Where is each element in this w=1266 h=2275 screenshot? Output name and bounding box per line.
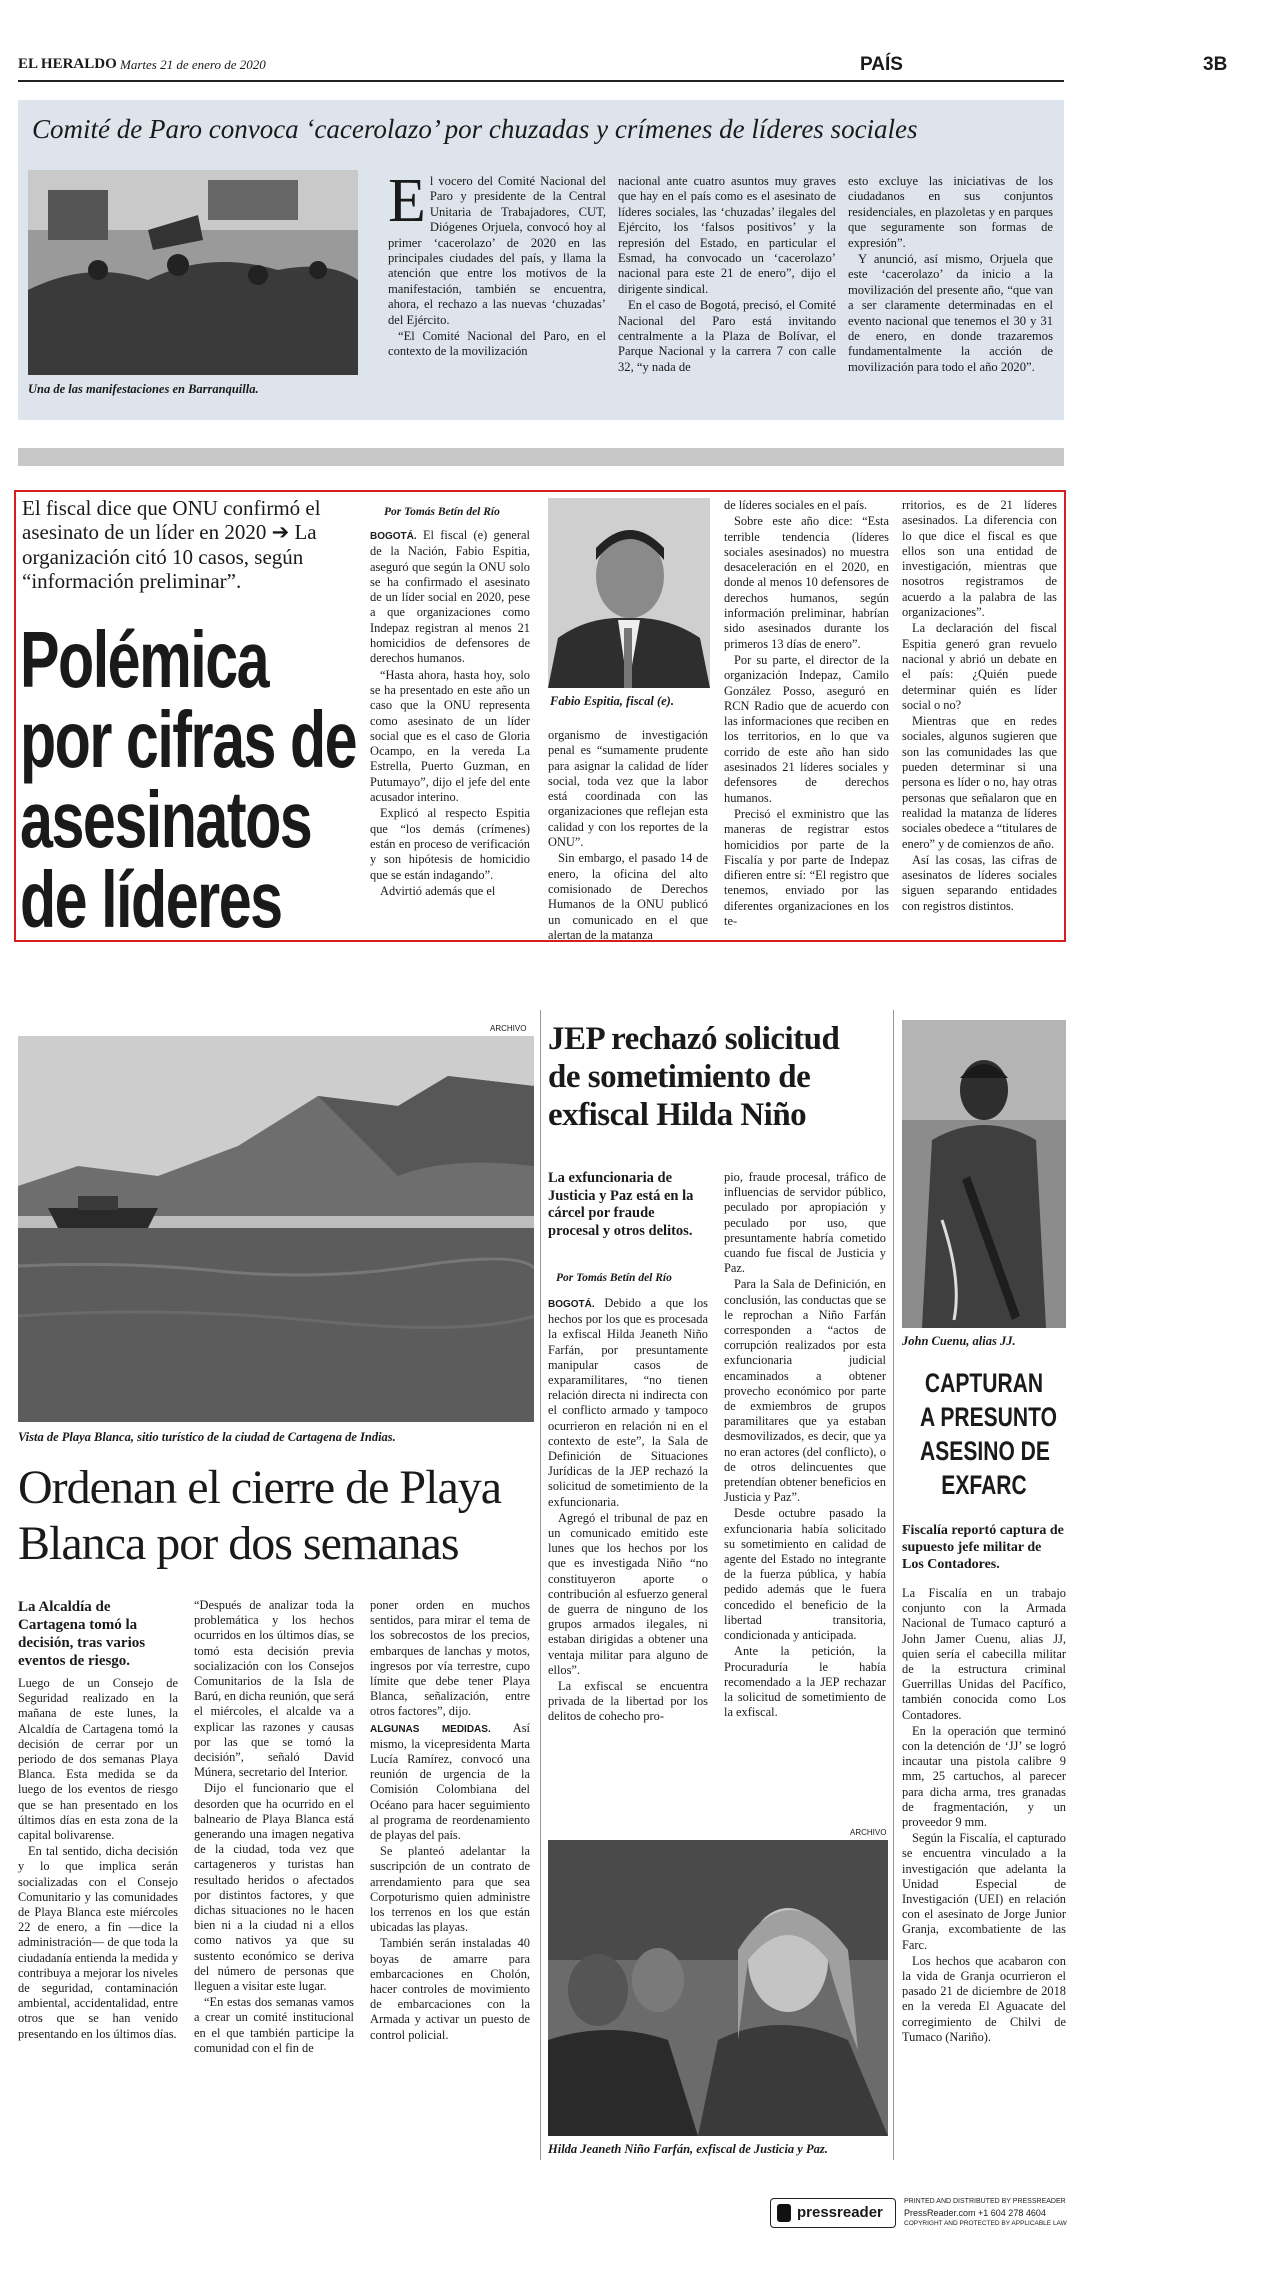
- jj-photo: [902, 1020, 1066, 1328]
- paragraph: Sobre este año dice: “Esta terrible tendencia (líderes sociales asesinados) no muestra desaceleración en el 2020, en donde al menos 10 defensores de derechos humanos, según información preliminar, habrían sido asesinados durante los primeros 13 días de enero”.: [724, 514, 889, 651]
- paragraph: organismo de investigación penal es “sumamente prudente para asignar la calidad de líder social, toda vez que la labor está coordinada con las organizaciones que reflejan esta calidad y con los reportes de la ONU”.: [548, 728, 708, 850]
- article-cacerolazo: [18, 100, 1064, 420]
- article-polemica: [14, 490, 1066, 942]
- headline-line: EXFARC: [941, 1470, 1027, 1500]
- protest-caption: Una de las manifestaciones en Barranquilla.: [28, 382, 259, 396]
- pressreader-brand: pressreader: [797, 2204, 883, 2221]
- art3-col-1: [18, 1676, 178, 2043]
- headline-line: Ordenan el cierre de Playa: [18, 1461, 502, 1514]
- paragraph: En la operación que terminó con la detención de ‘JJ’ se logró incautar una pistola calibre 9 mm, 25 cartuchos, al parecer para dicha arma, tres granadas de fragmentación, y un proveedor 9 mm.: [902, 1723, 1066, 1830]
- headline-line: de sometimiento de: [548, 1059, 811, 1095]
- playa-photo: [18, 1036, 534, 1422]
- hilda-image: [548, 1840, 888, 2136]
- art1-col-1: [388, 167, 606, 361]
- dateline: BOGOTÁ.: [548, 1299, 595, 1310]
- paragraph: Dijo el funcionario que el desorden que ha ocurrido en el balneario de Playa Blanca está generando una imagen negativa de la ciudad, toda vez que cartageneros y turistas han resultado heridos o afectados por distintos factores, y que dichas situaciones no le hacen bien ni a la ciudad ni a ellos como nativos ya que su sustento económico se deriva del número de personas que lleguen a visitar este lugar.: [194, 1781, 354, 1994]
- fiscal-caption: Fabio Espitia, fiscal (e).: [550, 694, 674, 708]
- headline: [18, 1460, 558, 1572]
- headline-line: exfiscal Hilda Niño: [548, 1097, 807, 1133]
- paragraph: El fiscal (e) general de la Nación, Fabio Espitia, aseguró que según la ONU solo se ha confirmado el asesinato de un líder social en 2020, pese a que organizaciones como Indepaz registran al menos 21 homicidios de defensores de derechos humanos.: [370, 528, 530, 666]
- paragraph: Sin embargo, el pasado 14 de enero, la oficina del alto comisionado de Derechos Humanos de la ONU publicó un comunicado en el que alertan de la matanza: [548, 851, 708, 942]
- art2-col-1: [370, 528, 530, 900]
- pressreader-p-icon: [777, 2204, 791, 2222]
- hilda-photo: [548, 1840, 888, 2136]
- photo-credit: ARCHIVO: [850, 1828, 887, 1837]
- header-date: Martes 21 de enero de 2020: [120, 57, 266, 72]
- paragraph: Agregó el tribunal de paz en un comunicado emitido este lunes que los hechos por los que es investigada Niño “no constituyeron aporte o contribución al esfuerzo general de guerra de ninguno de los grupos armados ilegales, ni estaban dirigidas a obtener una ventaja militar para alguno de ellos”.: [548, 1510, 708, 1677]
- pressreader-footer: [770, 2196, 1066, 2230]
- paragraph: Advirtió además que el: [380, 883, 496, 898]
- article-jep: [548, 1020, 888, 2180]
- dropcap: E: [388, 167, 426, 235]
- paragraph: Se planteó adelantar la suscripción de un contrato de arrendamiento para que sea Corpoturismo quien administre los terrenos en los que están ubicadas las playas.: [370, 1844, 530, 1935]
- art2-col-3: [724, 498, 889, 930]
- paragraph: Ante la petición, la Procuraduría le había recomendado a la JEP rechazar la solicitud de sometimiento de la exfiscal.: [724, 1644, 886, 1720]
- header-rule: [18, 80, 1064, 82]
- page-number: 3B: [1203, 54, 1228, 75]
- footer-line-1: PRINTED AND DISTRIBUTED BY PRESSREADER: [904, 2198, 1066, 2205]
- article-title: Comité de Paro convoca ‘cacerolazo’ por chuzadas y crímenes de líderes sociales: [32, 114, 918, 144]
- fiscal-photo: [548, 498, 710, 688]
- headline-line: ASESINO DE: [920, 1436, 1050, 1466]
- paragraph: poner orden en muchos sentidos, para mirar el tema de los sobrecostos de los precios, embarques de lanchas y motos, ingresos por vía terrestre, cupo límite que debe tener Playa Blanca, señalización, entre otros factores”, dijo.: [370, 1598, 530, 1719]
- kicker: [22, 496, 362, 593]
- paragraph: La declaración del fiscal Espitia generó gran revuelo nacional y abrió un debate en el país: ¿Quién puede determinar quién es líder social o no?: [902, 621, 1057, 712]
- protest-photo: [28, 170, 358, 375]
- subhead: ALGUNAS MEDIDAS.: [370, 1723, 491, 1735]
- byline: Por Tomás Betín del Río: [556, 1272, 672, 1284]
- paragraph: “Después de analizar toda la problemática y los hechos ocurridos en los últimos días, se tomó esta decisión previa socialización con los Consejos Comunitarios de la Isla de Barú, en dicha reunión, que será el miércoles, el alcalde va a explicar las razones y causas por las que se tomó la decisión”, señaló David Múnera, secretario del Interior.: [194, 1598, 354, 1780]
- paragraph: Según la Fiscalía, el capturado se encuentra vinculado a la investigación que adelanta la Unidad Especial de Investigación (UEI) en relación con el asesinato de Jorge Junior Granja, excombatiente de las Farc.: [902, 1831, 1066, 1952]
- paragraph: Los hechos que acabaron con la vida de Granja ocurrieron el pasado 21 de diciembre de 2018 en la vereda El Aguacate del corregimiento de Chilvi de Tumaco (Nariño).: [902, 1953, 1066, 2044]
- art2-col-4: [902, 498, 1057, 915]
- headline-line: CAPTURAN: [924, 1368, 1044, 1398]
- masthead: [18, 56, 1248, 80]
- separator-bar: [18, 448, 1064, 466]
- lead: La Alcaldía de Cartagena tomó la decisión, tras varios eventos de riesgo.: [18, 1599, 146, 1669]
- paragraph: Y anunció, así mismo, Orjuela que este ‘cacerolazo’ da inicio a la movilización del presente año, “que van a ser claramente determinadas en el evento nacional que tenemos el 30 y 31 de enero, en donde trazaremos fundamentalmente la acción de movilización para todo el año 2020”.: [848, 252, 1053, 374]
- paragraph: l vocero del Comité Nacional del Paro y presidente de la Central Unitaria de Trabajadores, CUT, Diógenes Orjuela, convocó hoy al primer ‘cacerolazo’ de 2020 en las principales ciudades del país, y llama la atención que entre los motivos de la manifestación, también se encuentra, ahora, el rechazo a las nuevas ‘chuzadas’ del Ejército.: [388, 174, 606, 327]
- kicker-text: El fiscal dice que ONU confirmó el asesinato de un líder en 2020: [22, 496, 321, 544]
- arrow-icon: ➔: [271, 521, 290, 544]
- kicker-sub: La organización citó 10 casos, según “información preliminar”.: [22, 520, 317, 593]
- column-rule: [540, 1010, 541, 2160]
- paragraph: Mientras que en redes sociales, algunos sugieren que son las comunidades las que pueden determinar si una persona es líder o no, hay otras personas que señalaron que en realidad la matanza de líderes sociales obedece a “titulares de enero” y de comienzos de año.: [902, 714, 1057, 851]
- paragraph: En el caso de Bogotá, precisó, el Comité Nacional del Paro está invitando centralmente a la Plaza de Bolívar, el Parque Nacional y la carrera 7 con calle 32, “y nada de: [618, 298, 836, 374]
- pressreader-logo: [770, 2198, 896, 2228]
- paragraph: de líderes sociales en el país.: [724, 498, 868, 512]
- paragraph: La exfiscal se encuentra privada de la libertad por los delitos de cohecho pro-: [548, 1679, 708, 1724]
- art4-col-1: [548, 1296, 708, 1726]
- masthead-name: EL HERALDO: [18, 56, 117, 72]
- paragraph: Por su parte, el director de la organización Indepaz, Camilo González Posso, aseguró en RCN Radio que de acuerdo con las informaciones que reciben en los territorios, en lo que va corrido de este año han sido asesinados 21 líderes sociales y defensores de derechos humanos.: [724, 652, 889, 805]
- headline-line: JEP rechazó solicitud: [548, 1021, 840, 1057]
- paragraph: Precisó el exministro que las maneras de registrar estos homicidios por parte de la Fiscalía y por parte de Indepaz difieren entre sí: “El registro que tenemos, enviado por las diferentes organizaciones en los te-: [724, 806, 889, 929]
- headline-line: Blanca por dos semanas: [18, 1517, 459, 1570]
- paragraph: Debido a que los hechos por los que es procesada la exfiscal Hilda Jeaneth Niño Farfán, por presuntamente manipular casos de exparamilitares, “no tienen relación directa ni indirecta con el conflicto armado y tampoco ocurrieron en relación ni en el contexto de este”, la Sala de Definición de Situaciones Jurídicas de la JEP rechazó la solicitud de sometimiento de la exfuncionaria.: [548, 1296, 708, 1509]
- headline-line: de líderes: [20, 855, 282, 944]
- art1-col-3: [848, 174, 1053, 376]
- protest-image: [28, 170, 358, 375]
- art3-col-3: [370, 1598, 530, 2044]
- paragraph: La Fiscalía en un trabajo conjunto con la Armada Nacional de Tumaco capturó a John Jamer Cuenu, alias JJ, quien sería el cabecilla militar de la estructura criminal Guerrillas Unidas del Pacífico, también conocida como Los Contadores.: [902, 1586, 1066, 1722]
- art2-col-2: [548, 728, 708, 944]
- headline: [902, 1366, 1066, 1502]
- paragraph: Desde octubre pasado la exfuncionaria había solicitado su sometimiento en calidad de agente del Estado no integrante de la fuerza pública, y había pedido además que le fuera concedido el beneficio de la libertad transitoria, condicionada y anticipada.: [724, 1506, 886, 1643]
- jj-image: [902, 1020, 1066, 1328]
- dateline: BOGOTÁ.: [370, 531, 417, 542]
- paragraph: “En estas dos semanas vamos a crear un comité institucional en el que también participe la comunidad con el fin de: [194, 1995, 354, 2055]
- paragraph: Explicó al respecto Espitia que “los demás (crímenes) están en proceso de verificación y son hipótesis de homicidio que se están indagando”.: [370, 806, 530, 882]
- paragraph: Así las cosas, las cifras de asesinatos de líderes sociales siguen separando entidades con registros distintos.: [902, 852, 1057, 913]
- paragraph: Para la Sala de Definición, en conclusión, las conductas que se le reprochan a Niño Farfán corresponden a “actos de corrupción realizados por esta exfuncionaria judicial encaminados a obtener provecho económico por parte de exmiembros de grupos paramilitares que ya estaban desmovilizados, es decir, que ya no eran actores (del conflicto), o de otros delincuentes que pretendían obtener beneficios en Justicia y Paz”.: [724, 1277, 886, 1505]
- footer-line-3: COPYRIGHT AND PROTECTED BY APPLICABLE LAW: [904, 2220, 1067, 2227]
- art5-col: [902, 1586, 1066, 2046]
- paragraph: También serán instaladas 40 boyas de amarre para embarcaciones en Cholón, hacer controles de movimiento de embarcaciones con la Armada y activar un puesto de control policial.: [370, 1936, 530, 2042]
- paragraph: pio, fraude procesal, tráfico de influencias de servidor público, peculado por apropiación y peculado por uso, que presuntamente habría cometido cuando fue fiscal de Justicia y Paz.: [724, 1170, 886, 1276]
- paragraph: nacional ante cuatro asuntos muy graves que hay en el país como es el asesinato de líderes sociales, las ‘chuzadas’ ilegales del Ejército, los ‘falsos positivos’ y la represión del Estado, en particular el Esmad, ha convocado un ‘cacerolazo’ nacional para este 21 de enero”, dijo el dirigente sindical.: [618, 174, 836, 296]
- article-capturan: [902, 1020, 1066, 2180]
- playa-caption: Vista de Playa Blanca, sitio turístico de la ciudad de Cartagena de Indias.: [18, 1430, 396, 1444]
- art4-col-2: [724, 1170, 886, 1721]
- column-rule: [893, 1010, 894, 2160]
- article-playa-blanca: [18, 1020, 534, 2180]
- lead: Fiscalía reportó captura de supuesto jefe militar de Los Contadores.: [902, 1523, 1064, 1572]
- section-label: PAÍS: [860, 54, 903, 75]
- headline-line: Polémica: [20, 615, 269, 704]
- paragraph: “Hasta ahora, hasta hoy, solo se ha presentado en este año un caso que la ONU representa como asesinato de un líder social que es el caso de Gloria Ocampo, en la vereda La Estrella, Puerto Guzman, en Putumayo”, dijo el jefe del ente acusador interino.: [370, 667, 530, 805]
- paragraph: rritorios, es de 21 líderes asesinados. La diferencia con lo que dice el fiscal es que ellos son una entidad de investigación, mientras que nosotros registramos de acuerdo a la palabra de las organizaciones”.: [902, 498, 1057, 620]
- byline: Por Tomás Betín del Río: [384, 506, 500, 518]
- headline-line: A PRESUNTO: [920, 1402, 1057, 1432]
- photo-credit: ARCHIVO: [490, 1024, 527, 1033]
- paragraph: En tal sentido, dicha decisión y lo que implica serán socializadas con el Consejo Comunitario y las comunidades de Playa Blanca este miércoles 22 de enero, a fin —dice la administración— de que toda la ciudadanía entienda la medida y contribuya a mejorar los niveles de seguridad, contaminación ambiental, accidentalidad, entre otros que se han venido presentando en los últimos días.: [18, 1844, 178, 2041]
- headline-line: por cifras de: [20, 695, 357, 784]
- footer-line-2: PressReader.com +1 604 278 4604: [904, 2208, 1046, 2218]
- headline: [548, 1020, 839, 1134]
- paragraph: esto excluye las iniciativas de los ciudadanos en sus conjuntos residenciales, en plazoletas y en parques que seguramente son formas de expresión”.: [848, 174, 1053, 250]
- fiscal-image: [548, 498, 710, 688]
- playa-image: [18, 1036, 534, 1422]
- paragraph: “El Comité Nacional del Paro, en el contexto de la movilización: [388, 329, 606, 359]
- hilda-caption: Hilda Jeaneth Niño Farfán, exfiscal de Justicia y Paz.: [548, 2142, 828, 2156]
- art3-col-2: [194, 1598, 354, 2057]
- headline-line: asesinatos: [20, 775, 312, 864]
- paragraph: Luego de un Consejo de Seguridad realizado en la mañana de este lunes, la Alcaldía de Cartagena tomó la decisión de cerrar por un periodo de dos semanas Playa Blanca. Esta medida se da luego de los eventos de riesgo que se han presentado en los últimos días en esta zona de la capital bolivarense.: [18, 1676, 178, 1843]
- lead: La exfuncionaria de Justicia y Paz está en la cárcel por fraude procesal y otros delitos.: [548, 1170, 694, 1239]
- paragraph: Así mismo, la vicepresidenta Marta Lucía Ramírez, convocó una reunión de urgencia de la Comisión Colombiana del Océano para hacer seguimiento al programa de reordenamiento de playas del país.: [370, 1720, 530, 1843]
- art1-col-2: [618, 174, 836, 376]
- jj-caption: John Cuenu, alias JJ.: [902, 1334, 1016, 1348]
